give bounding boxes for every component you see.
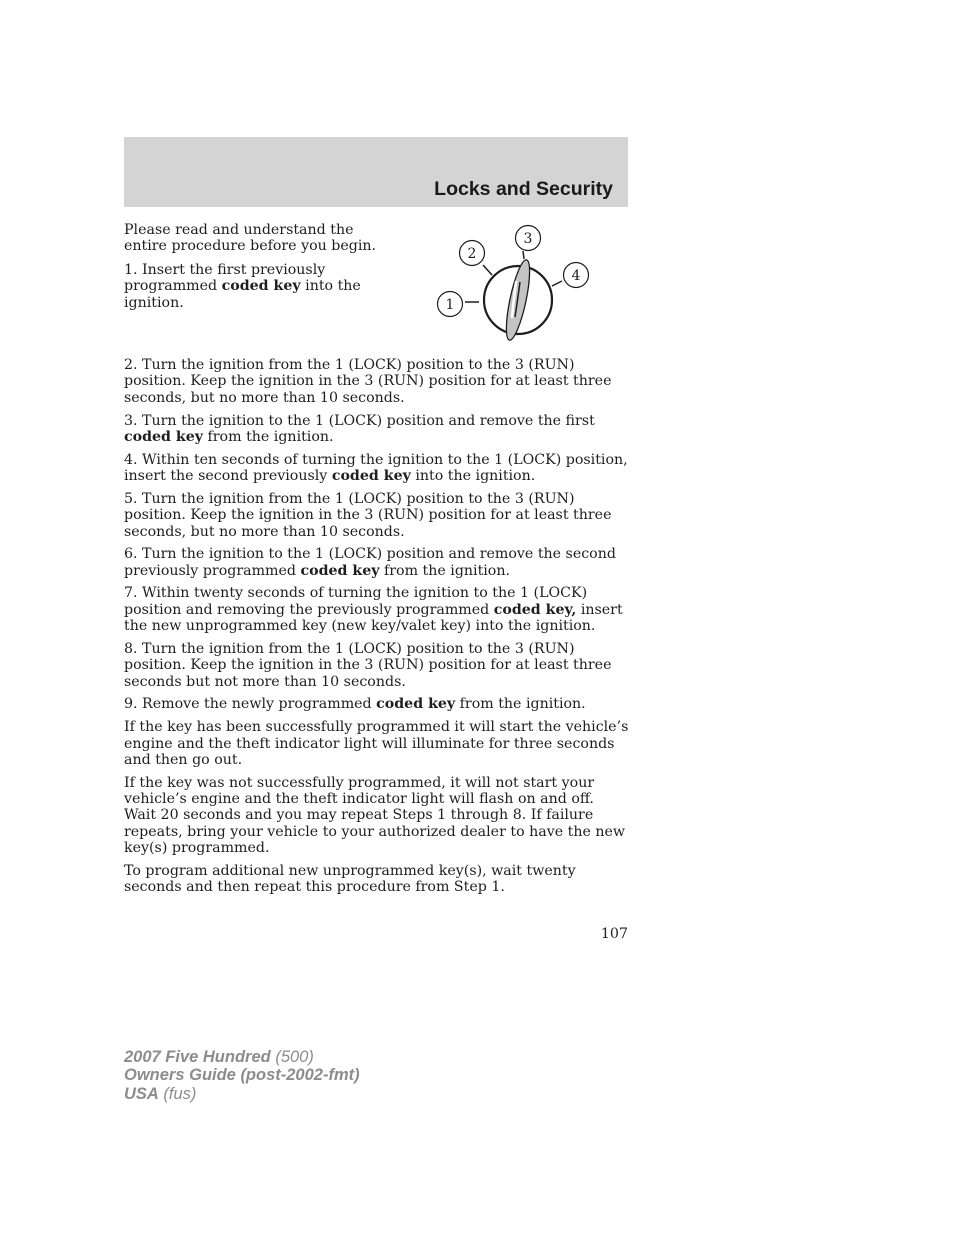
procedure-steps — [124, 357, 630, 902]
step-7-text: 7. Within twenty seconds of turning the ignition to the 1 (LOCK) position and removing the previously programmed — [124, 585, 588, 618]
footer-model: 2007 Five Hundred — [124, 1048, 271, 1066]
step-7-paragraph — [124, 585, 630, 634]
footer-line-3 — [124, 1085, 360, 1103]
success-paragraph: If the key has been successfully programmed it will start the vehicle’s engine and the theft indicator light will illuminate for three seconds and then go out. — [124, 719, 629, 768]
step-9-paragraph — [124, 696, 630, 712]
step-4-text-end: into the ignition. — [410, 468, 536, 485]
step-1-text-end: into the ignition. — [124, 278, 361, 311]
step-3-paragraph — [124, 413, 630, 446]
footer-line-2 — [124, 1066, 360, 1084]
page-number: 107 — [600, 926, 628, 942]
intro-paragraph: Please read and understand the entire procedure before you begin. — [124, 222, 377, 255]
failure-paragraph: If the key was not successfully programmed, it will not start your vehicle’s engine and the theft indicator light will flash on and off. Wait 20 seconds and you may repeat Steps 1 through 8. If failure repeats, bring your vehicle to your authorized dealer to have the new key(s) programmed. — [124, 774, 626, 857]
ignition-diagram — [430, 222, 600, 347]
step-7-bold: coded key, — [493, 601, 577, 618]
position-2-tick — [483, 265, 492, 275]
position-3-tick — [523, 251, 524, 259]
step-6-bold: coded key — [300, 562, 380, 579]
step-7-text-end: insert the new unprogrammed key (new key/valet key) into the ignition. — [124, 601, 623, 635]
position-3-label: 3 — [523, 231, 533, 247]
intro-block — [124, 222, 394, 318]
step-1-bold: coded key — [221, 278, 301, 295]
step-9-bold: coded key — [376, 696, 456, 713]
step-6-text-end: from the ignition. — [379, 562, 510, 579]
position-2-label: 2 — [467, 246, 477, 262]
step-3-text: 3. Turn the ignition to the 1 (LOCK) position and remove the first — [124, 412, 595, 429]
step-4-text: 4. Within ten seconds of turning the ignition to the 1 (LOCK) position, insert the second previously — [124, 451, 628, 485]
footer-model-code: (500) — [270, 1048, 314, 1066]
footer-market: USA — [124, 1084, 159, 1103]
position-4-label: 4 — [571, 268, 581, 284]
step-6-paragraph — [124, 546, 630, 579]
document-footer — [124, 1048, 360, 1103]
footer-guide: Owners Guide (post-2002-fmt) — [124, 1066, 360, 1085]
step-1-text: 1. Insert the first previously programmed — [124, 261, 326, 295]
position-1-label: 1 — [445, 297, 455, 313]
section-header-band — [124, 137, 628, 207]
step-3-bold: coded key — [124, 428, 204, 445]
step-1-paragraph — [124, 262, 394, 311]
additional-keys-paragraph: To program additional new unprogrammed key(s), wait twenty seconds and then repeat this procedure from Step 1. — [124, 862, 576, 896]
step-4-paragraph — [124, 452, 630, 485]
step-9-text-end: from the ignition. — [455, 696, 586, 713]
step-5-paragraph: 5. Turn the ignition from the 1 (LOCK) position to the 3 (RUN) position. Keep the ignition in the 3 (RUN) position for at least three seconds, but no more than 10 seconds. — [124, 490, 612, 540]
footer-line-1 — [124, 1048, 360, 1066]
step-6-text: 6. Turn the ignition to the 1 (LOCK) position and remove the second previously programmed — [124, 546, 616, 579]
step-4-bold: coded key — [331, 468, 411, 485]
step-2-paragraph: 2. Turn the ignition from the 1 (LOCK) position to the 3 (RUN) position. Keep the ignition in the 3 (RUN) position for at least three seconds, but no more than 10 seconds. — [124, 357, 612, 406]
step-8-paragraph: 8. Turn the ignition from the 1 (LOCK) position to the 3 (RUN) position. Keep the ignition in the 3 (RUN) position for at least three seconds but not more than 10 seconds. — [124, 640, 612, 690]
position-4-tick — [552, 281, 562, 286]
section-title: Locks and Security — [434, 178, 613, 200]
footer-market-code: (fus) — [158, 1084, 197, 1103]
step-9-text: 9. Remove the newly programmed — [124, 696, 377, 713]
step-3-text-end: from the ignition. — [203, 428, 334, 445]
